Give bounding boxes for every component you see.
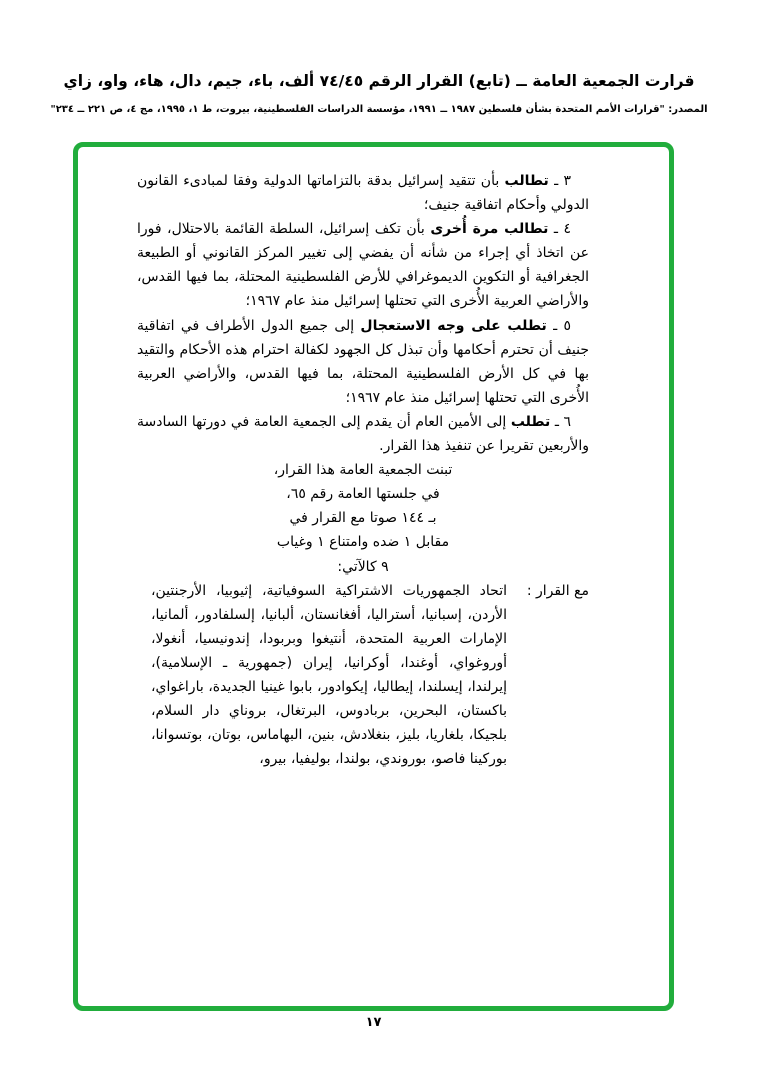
paragraph-4-verb: تطالب مرة أُخرى bbox=[430, 221, 549, 238]
paragraph-6-verb: تطلب bbox=[510, 413, 551, 430]
vote-for-countries-list: اتحاد الجمهوريات الاشتراكية السوفياتية، إثيوبيا، الأرجنتين، الأردن، إسبانيا، أستراليا، أفغانستان، ألبانيا، إلسلفادور، ألمانيا، الإمارات العربية المتحدة، أنتيغوا وبربودا، إندونيسيا، أنغولا، أوروغواي، أوغندا، أوكرانيا، إيران (جمهورية ـ الإسلامية)، إيرلندا، إيسلندا، إيطاليا، إيكوادور، بابوا غينيا الجديدة، باراغواي، باكستان، البحرين، بربادوس، البرتغال، بروناي دار السلام، بلجيكا، بلغاريا، بليز، بنغلادش، بنين، البهاماس، بوتان، بوتسوانا، بوركينا فاصو، بوروندي، بولندا، بوليفيا، بيرو، bbox=[151, 582, 507, 768]
paragraph-5-number: ٥ ـ bbox=[553, 317, 571, 334]
paragraph-6-text: إلى الأمين العام أن يقدم إلى الجمعية العامة في دورتها السادسة والأربعين تقريرا عن تنفيذ هذا القرار. bbox=[137, 413, 589, 455]
paragraph-5-verb: تطلب على وجه الاستعجال bbox=[360, 317, 547, 334]
vote-for-row bbox=[137, 579, 589, 772]
adoption-note bbox=[137, 458, 589, 578]
page-number: ١٧ bbox=[365, 1015, 382, 1030]
paragraph-4-text: بأن تكف إسرائيل، السلطة القائمة بالاحتلال، فورا عن اتخاذ أي إجراء من شأنه أن يفضي إلى تغيير المركز القانوني أو الطبيعة الجغرافية أو التكوين الديموغرافي للأرض الفلسطينية المحتلة، بما فيها القدس، والأراضي العربية الأُخرى التي تحتلها إسرائيل منذ عام ١٩٦٧؛ bbox=[137, 221, 589, 310]
paragraph-3-verb: تطالب bbox=[504, 173, 549, 189]
paragraph-3 bbox=[137, 169, 589, 217]
adoption-note-line: مقابل ١ ضده وامتناع ١ وغياب bbox=[276, 534, 450, 551]
resolution-text-block bbox=[137, 169, 589, 771]
vote-for-label: مع القرار : bbox=[526, 582, 589, 599]
paragraph-5 bbox=[137, 314, 589, 410]
resolution-box-frame bbox=[73, 142, 674, 1011]
paragraph-4-number: ٤ ـ bbox=[553, 221, 572, 238]
paragraph-6 bbox=[137, 410, 589, 458]
source-citation-line: المصدر: "قرارات الأمم المتحدة بشأن فلسطين ١٩٨٧ ــ ١٩٩١، مؤسسة الدراسات الفلسطينية، بيروت، ط ١، ١٩٩٥، مج ٤، ص ٢٢١ ــ ٢٣٤" bbox=[50, 104, 708, 115]
paragraph-3-number: ٣ ـ bbox=[554, 173, 571, 189]
paragraph-3-text: بأن تتقيد إسرائيل بدقة بالتزاماتها الدولية وفقا لمبادىء القانون الدولي وأحكام اتفاقية جنيف؛ bbox=[137, 173, 589, 214]
adoption-note-line: في جلستها العامة رقم ٦٥، bbox=[286, 486, 440, 503]
adoption-note-line: ٩ كالآتي: bbox=[337, 558, 389, 575]
paragraph-6-number: ٦ ـ bbox=[554, 413, 572, 430]
paragraph-4 bbox=[137, 217, 589, 313]
adoption-note-line: بـ ١٤٤ صوتا مع القرار في bbox=[289, 510, 437, 527]
adoption-note-line: تبنت الجمعية العامة هذا القرار، bbox=[273, 462, 453, 479]
page-header-title: قرارت الجمعية العامة ــ (تابع) القرار الرقم ٧٤/٤٥ ألف، باء، جيم، دال، هاء، واو، زاي bbox=[63, 72, 695, 90]
paragraph-5-text: إلى جميع الدول الأطراف في اتفاقية جنيف أن تحترم أحكامها وأن تبذل كل الجهود لكفالة احترام هذه الأحكام والتقيد بها في كل الأرض الفلسطينية المحتلة، بما فيها القدس، والأراضي العربية الأُخرى التي تحتلها إسرائيل منذ عام ١٩٦٧؛ bbox=[137, 317, 589, 406]
